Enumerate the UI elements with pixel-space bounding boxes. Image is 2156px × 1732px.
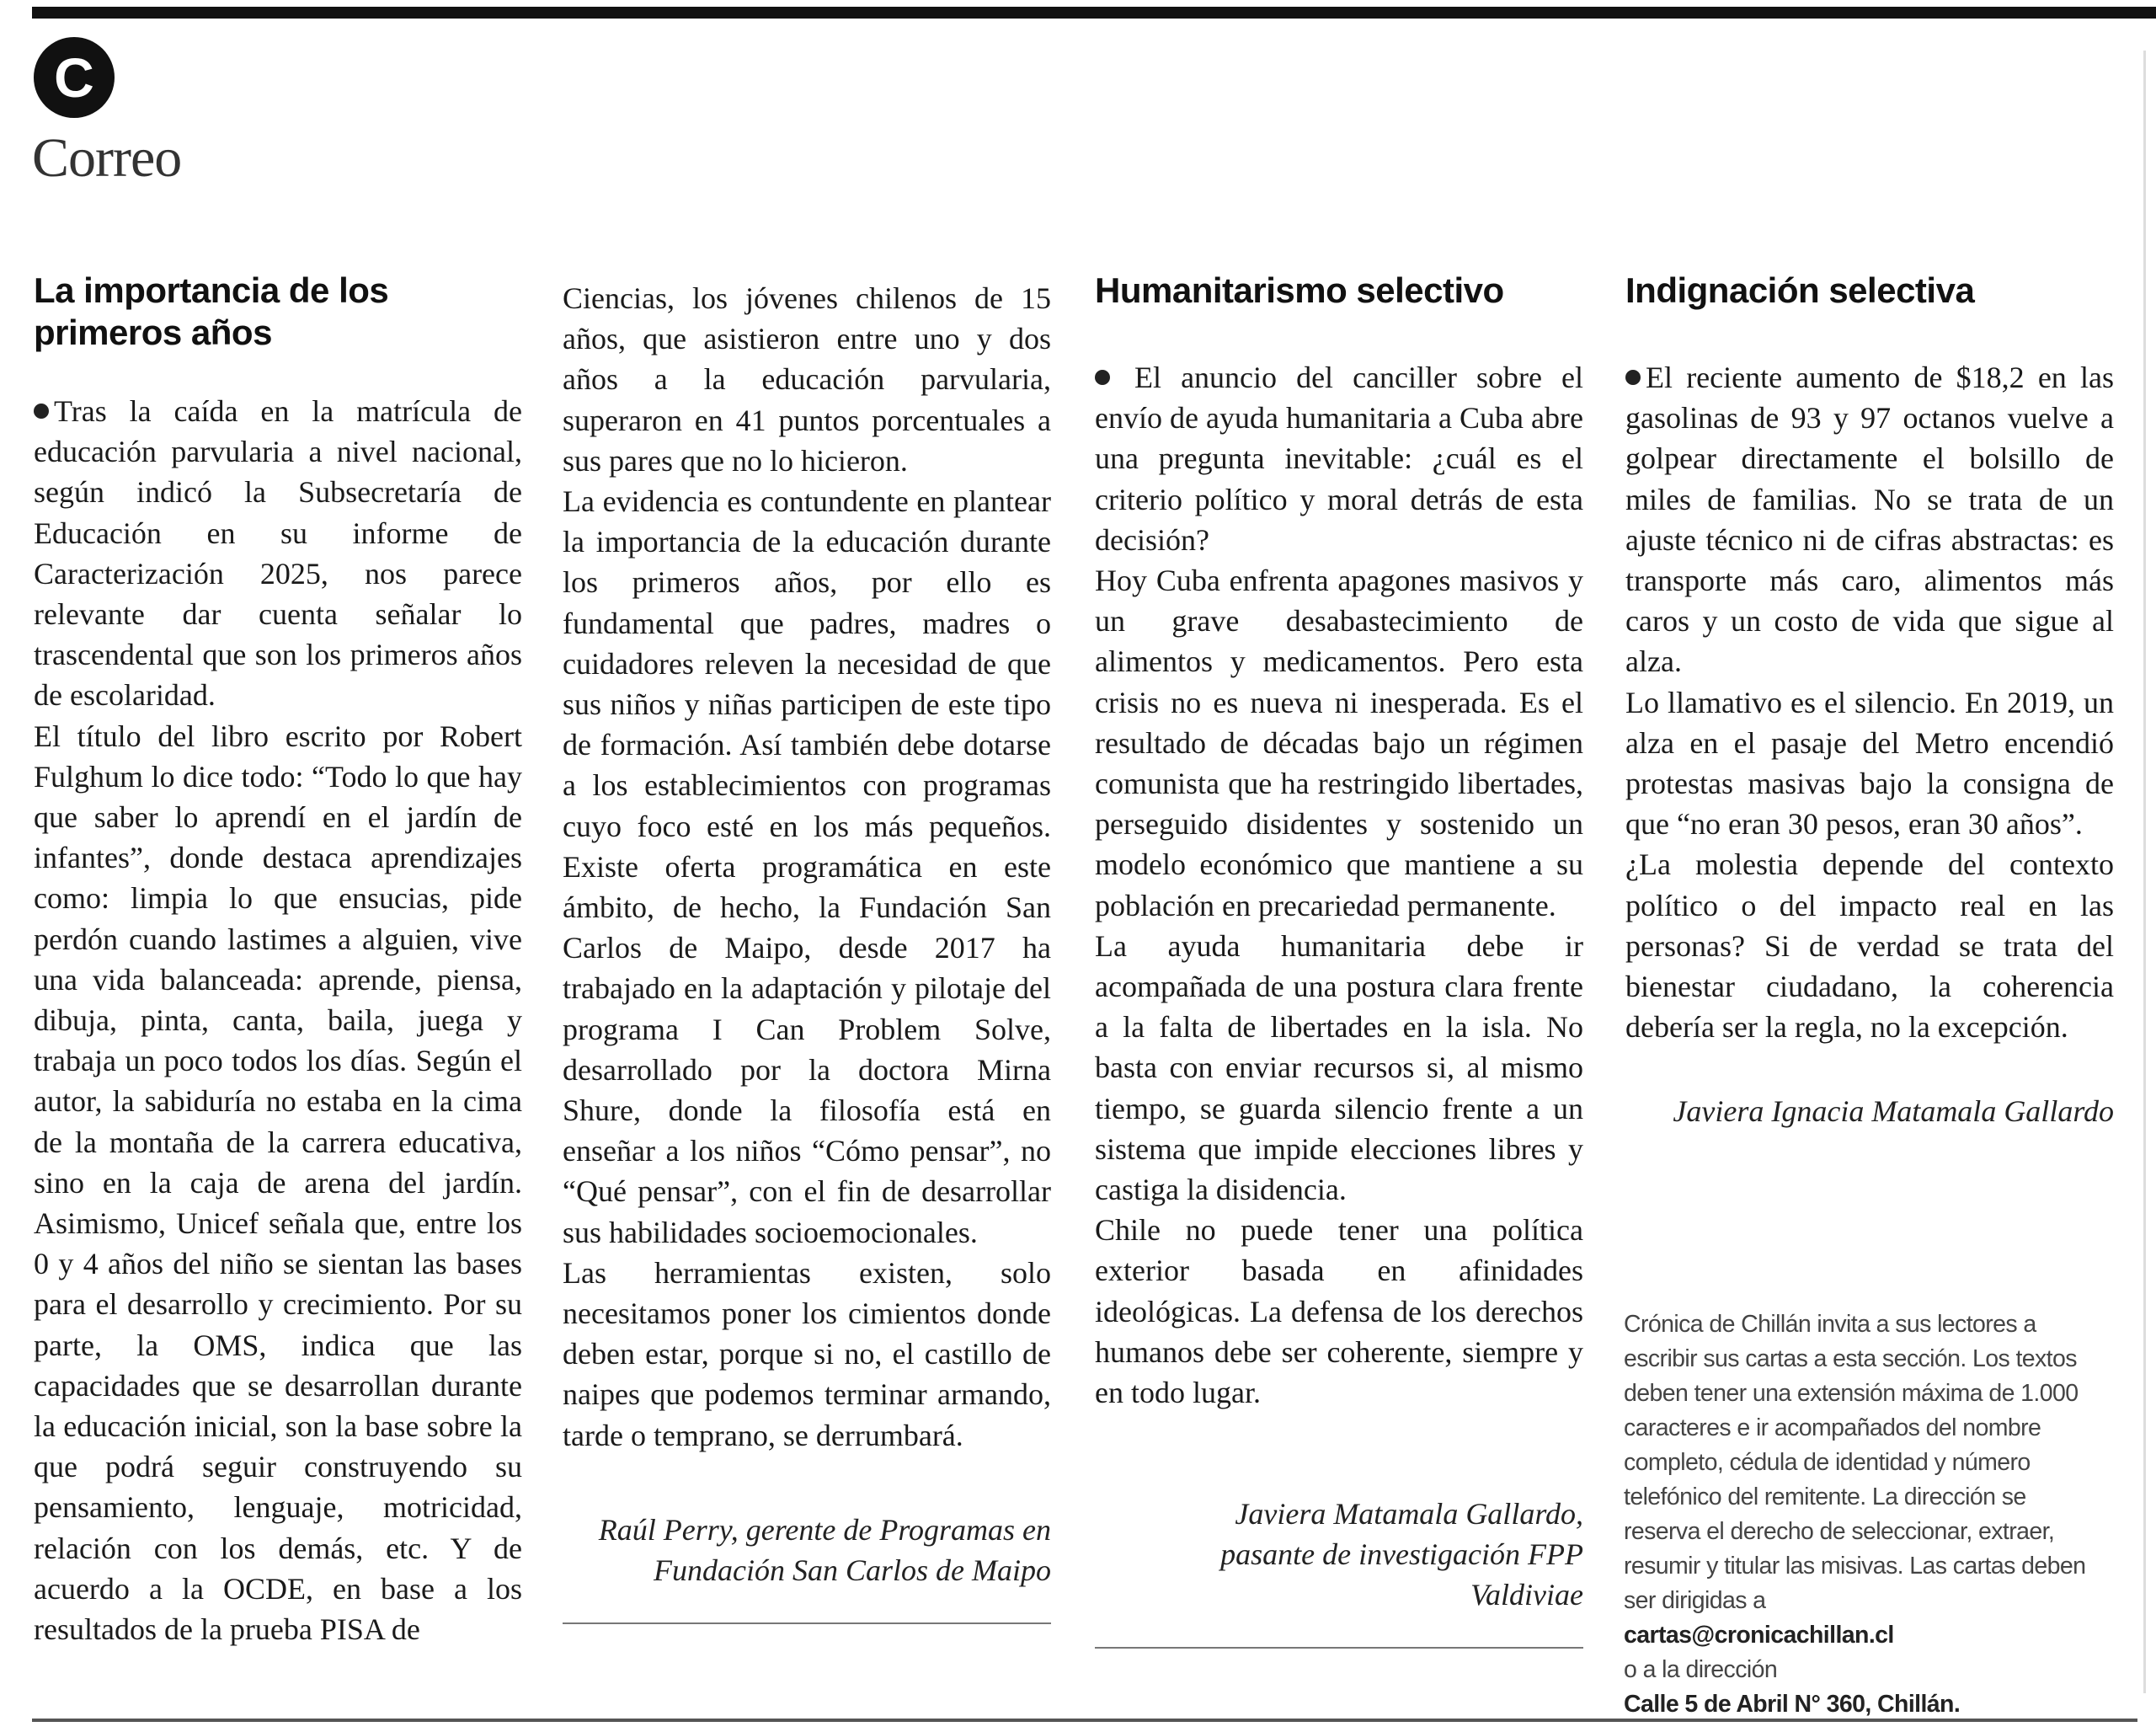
submission-notice: [1624, 1307, 2104, 1722]
letter-1-paragraph: Tras la caída en la matrícula de educación parvularia a nivel nacional, según indicó la Subsecretaría de Educación en su informe de Caracterización 2025, nos parece relevante dar cuenta señalar lo trascendental que son los primeros años de escolaridad.: [34, 394, 522, 713]
signature-line: Raúl Perry, gerente de Programas en: [598, 1512, 1051, 1547]
letter-2-body: [1095, 357, 1583, 1413]
signature-line: Javiera Ignacia Matamala Gallardo: [1673, 1094, 2114, 1129]
signature-line: Javiera Matamala Gallardo,: [1235, 1497, 1583, 1532]
bullet-icon: [1625, 370, 1641, 385]
letter-2-paragraph: La ayuda humanitaria debe ir acompañada de una postura clara frente a la falta de libertades en la isla. No basta con enviar recursos si, al mismo tiempo, se guarda silencio frente a un sistema que impide elecciones libres y castiga la disidencia.: [1095, 928, 1583, 1207]
letter-1-signature: [563, 1510, 1051, 1590]
letter-2-headline: Humanitarismo selectivo: [1095, 270, 1504, 310]
signature-line: Valdiviae: [1470, 1578, 1583, 1612]
letter-3-paragraph: ¿La molestia depende del contexto político o del impacto real en las personas? Si de verdad se trata del bienestar ciudadano, la coherencia debería ser la regla, no la excepción.: [1625, 847, 2114, 1045]
notice-or-text: o a la dirección: [1624, 1656, 1778, 1683]
letter-1-paragraph: El título del libro escrito por Robert Fulghum lo dice todo: “Todo lo que hay que saber lo aprendí en el jardín de infantes”, donde destaca aprendizajes como: limpia lo que ensucias, pide perdón cuando lastimes a alguien, vive una vida balanceada: aprende, piensa, dibuja, pinta, canta, baila, juega y trabaja un poco todos los días. Según el autor, la sabiduría no estaba en la cima de la montaña de la carrera educativa, sino en la caja de arena del jardín. Asimismo, Unicef señala que, entre los 0 y 4 años del niño se sientan las bases para el desarrollo y crecimiento. Por su parte, la OMS, indica que las capacidades que se desarrollan durante la educación inicial, son la base sobre la que podrá seguir construyendo su pensamiento, lenguaje, motricidad, relación con los demás, etc. Y de acuerdo a la OCDE, en base a los resultados de la prueba PISA de: [34, 719, 522, 1647]
letter-2-column: [1095, 270, 1583, 1649]
contact-address: Calle 5 de Abril N° 360, Chillán.: [1624, 1691, 1961, 1718]
signature-divider: [1095, 1647, 1583, 1649]
bullet-icon: [1095, 370, 1110, 385]
signature-divider: [563, 1622, 1051, 1624]
letter-3-body: [1625, 357, 2114, 1047]
letter-3-paragraph: El reciente aumento de $18,2 en las gasolinas de 93 y 97 octanos vuelve a golpear directamente el bolsillo de miles de familias. No se trata de un ajuste técnico ni de cifras abstractas: es transporte más caro, alimentos más caros y un costo de vida que sigue al alza.: [1625, 361, 2114, 679]
logo-letter: C: [54, 46, 94, 109]
letter-2-paragraph: El anuncio del canciller sobre el envío de ayuda humanitaria a Cuba abre una pregunta inevitable: ¿cuál es el criterio político y moral detrás de esta decisión?: [1095, 361, 1584, 557]
page-edge-divider: [2143, 51, 2146, 1693]
letter-1-paragraph: Ciencias, los jóvenes chilenos de 15 años, que asistieron entre uno y dos años a la educación parvularia, superaron en 41 puntos porcentuales a sus pares que no lo hicieron.: [563, 281, 1051, 478]
letter-3-paragraph: Lo llamativo es el silencio. En 2019, un alza en el pasaje del Metro encendió protestas masivas bajo la consigna de que “no eran 30 pesos, eran 30 años”.: [1625, 685, 2114, 842]
letter-3-column: [1625, 270, 2114, 1131]
notice-text: Crónica de Chillán invita a sus lectores a escribir sus cartas a esta sección. Los textos deben tener una extensión máxima de 1.000 caracteres e ir acompañados del nombre completo, cédula de identidad y número telefónico del remitente. La dirección se reserva el derecho de seleccionar, extraer, resumir y titular las misivas. Las cartas deben ser dirigidas a: [1624, 1311, 2086, 1614]
signature-line: Fundación San Carlos de Maipo: [654, 1553, 1051, 1587]
contact-email[interactable]: cartas@cronicachillan.cl: [1624, 1622, 1894, 1649]
top-rule: [32, 7, 2156, 19]
letter-3-signature: [1625, 1091, 2114, 1131]
letter-2-paragraph: Hoy Cuba enfrenta apagones masivos y un grave desabastecimiento de alimentos y medicamentos. Pero esta crisis no es nueva ni inesperada. Es el resultado de décadas bajo un régimen comunista que ha restringido libertades, perseguido disidentes y sostenido un modelo económico que mantiene a su población en precariedad permanente.: [1095, 564, 1583, 922]
letter-3-headline: Indignación selectiva: [1625, 270, 1975, 310]
letter-2-paragraph: Chile no puede tener una política exterior basada en afinidades ideológicas. La defensa de los derechos humanos debe ser coherente, siempre y en todo lugar.: [1095, 1213, 1583, 1410]
signature-line: pasante de investigación FPP: [1220, 1537, 1583, 1572]
letter-2-signature: [1095, 1494, 1583, 1615]
section-logo: [34, 37, 115, 118]
bullet-icon: [34, 404, 49, 419]
letter-1-body: [34, 391, 522, 1649]
bottom-rule: [32, 1719, 2137, 1722]
section-title: Correo: [32, 127, 182, 189]
letter-1-column-1: [34, 270, 522, 1649]
letter-1-continuation: [563, 278, 1051, 1456]
letter-1-paragraph: Las herramientas existen, solo necesitamos poner los cimientos donde deben estar, porque si no, el castillo de naipes que podemos terminar armando, tarde o temprano, se derrumbará.: [563, 1255, 1051, 1452]
letter-1-column-2: [563, 278, 1051, 1624]
letter-1-paragraph: La evidencia es contundente en plantear la importancia de la educación durante los primeros años, por ello es fundamental que padres, madres o cuidadores releven la necesidad de que sus niños y niñas participen de este tipo de formación. Así también debe dotarse a los establecimientos con programas cuyo foco esté en los más pequeños. Existe oferta programática en este ámbito, de hecho, la Fundación San Carlos de Maipo, desde 2017 ha trabajado en la adaptación y pilotaje del programa I Can Problem Solve, desarrollado por la doctora Mirna Shure, donde la filosofía está en enseñar a los niños “Cómo pensar”, no “Qué pensar”, con el fin de desarrollar sus habilidades socioemocionales.: [563, 484, 1051, 1249]
letter-1-headline: La importancia de los primeros años: [34, 270, 389, 352]
